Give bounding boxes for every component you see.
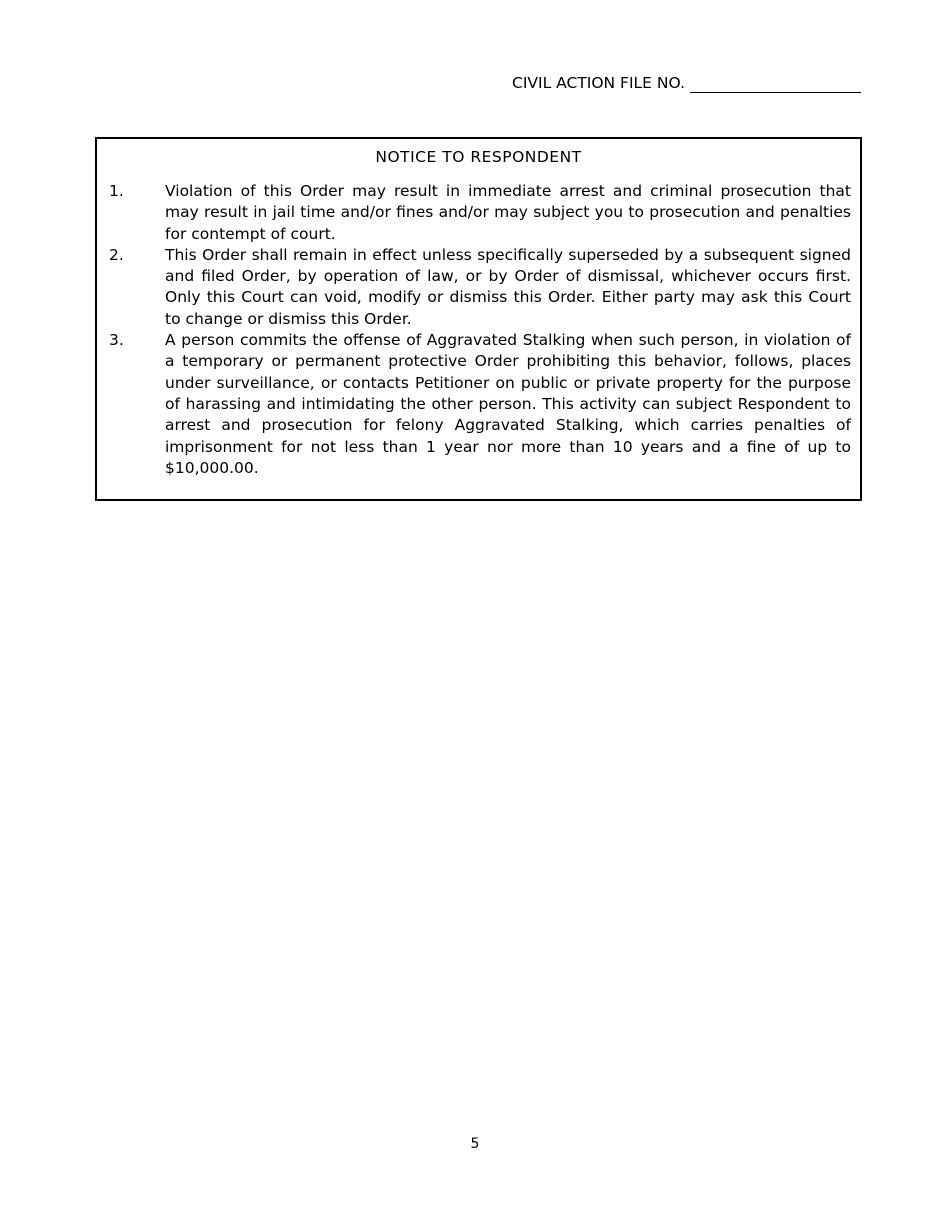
notice-list xyxy=(97,181,860,479)
notice-item-number: 2. xyxy=(109,245,124,264)
file-no-blank-line xyxy=(690,74,861,93)
file-no-label: CIVIL ACTION FILE NO. xyxy=(512,74,685,92)
notice-item-3 xyxy=(97,330,860,479)
civil-action-file-no xyxy=(512,74,861,92)
notice-item-text: This Order shall remain in effect unless specifically superseded by a subsequent signed and filed Order, by operation of law, or by Order of dismissal, whichever occurs first. Only this Court can void, modify or dismiss this Order. Either party may ask this Court to change or dismiss this Order. xyxy=(165,245,851,328)
notice-item-text: A person commits the offense of Aggravated Stalking when such person, in violation of a temporary or permanent protective Order prohibiting this behavior, follows, places under surveillance, or contacts Petitioner on public or private property for the purpose of harassing and intimidating the other person. This activity can subject Respondent to arrest and prosecution for felony Aggravated Stalking, which carries penalties of imprisonment for not less than 1 year nor more than 10 years and a fine of up to $10,000.00. xyxy=(165,331,851,477)
notice-to-respondent-box xyxy=(95,137,862,501)
notice-item-number: 3. xyxy=(109,331,124,350)
notice-title: NOTICE TO RESPONDENT xyxy=(375,148,582,166)
notice-item-number: 1. xyxy=(109,182,124,200)
notice-item-text: Violation of this Order may result in immediate arrest and criminal prosecution that may result in jail time and/or fines and/or may subject you to prosecution and penalties for contempt of court. xyxy=(165,182,851,243)
page-number: 5 xyxy=(470,1136,480,1152)
notice-item-2 xyxy=(97,245,860,330)
notice-item-1 xyxy=(97,181,860,245)
